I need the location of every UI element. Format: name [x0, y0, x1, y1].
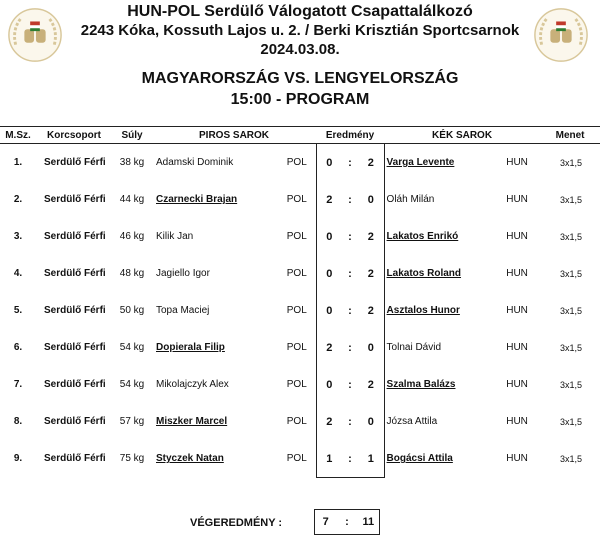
score-separator: : — [348, 341, 352, 354]
score-separator: : — [348, 193, 352, 206]
red-corner-nation: POL — [286, 342, 307, 353]
red-corner-name: Jagiello Igor — [156, 268, 210, 279]
blue-corner-name: Bogácsi Attila — [386, 453, 453, 465]
col-header-red: PIROS SAROK — [152, 127, 316, 144]
bout-row — [0, 144, 600, 182]
red-score: 1 — [316, 440, 342, 478]
red-corner-name: Styczek Natan — [156, 453, 224, 465]
blue-corner-nation: HUN — [506, 268, 528, 279]
red-score: 2 — [316, 181, 342, 218]
bout-category: Serdülő Férfi — [44, 416, 106, 427]
bout-weight: 48 kg — [119, 268, 145, 279]
score-separator: : — [348, 378, 352, 391]
bout-weight: 50 kg — [119, 305, 145, 316]
blue-score: 2 — [358, 218, 384, 255]
bout-category: Serdülő Férfi — [44, 157, 106, 168]
bout-row — [0, 292, 600, 329]
blue-corner-name: Asztalos Hunor — [386, 305, 460, 316]
header-row — [0, 127, 600, 144]
red-corner-nation: POL — [286, 268, 307, 279]
score-separator: : — [348, 304, 352, 317]
red-corner-nation: POL — [286, 194, 307, 205]
bout-number: 5. — [13, 305, 23, 316]
blue-corner-nation: HUN — [506, 416, 528, 427]
bout-category: Serdülő Férfi — [44, 231, 106, 242]
blue-corner-nation: HUN — [506, 379, 528, 390]
bout-row — [0, 403, 600, 440]
blue-corner-name: Lakatos Enrikó — [386, 231, 459, 242]
red-corner-nation: POL — [286, 157, 307, 168]
red-score: 0 — [316, 292, 342, 329]
red-score: 0 — [316, 255, 342, 292]
bout-number: 8. — [13, 416, 23, 427]
bout-row — [0, 218, 600, 255]
col-header-rounds: Menet — [540, 127, 600, 144]
red-corner-nation: POL — [286, 379, 307, 390]
red-score: 0 — [316, 218, 342, 255]
blue-score: 0 — [358, 181, 384, 218]
bout-rounds: 3x1,5 — [560, 268, 583, 279]
bout-rounds: 3x1,5 — [560, 379, 583, 390]
score-separator: : — [348, 267, 352, 280]
final-separator: : — [345, 516, 349, 528]
bout-category: Serdülő Férfi — [44, 342, 106, 353]
col-header-category: Korcsoport — [36, 127, 112, 144]
score-separator: : — [342, 440, 358, 478]
red-score: 2 — [316, 403, 342, 440]
bout-row — [0, 329, 600, 366]
blue-corner-name: Oláh Milán — [386, 194, 435, 205]
bout-category: Serdülő Férfi — [44, 305, 106, 316]
blue-score: 1 — [358, 440, 384, 478]
col-header-blue: KÉK SAROK — [384, 127, 540, 144]
bout-weight: 57 kg — [119, 416, 145, 427]
bout-category: Serdülő Férfi — [44, 194, 106, 205]
red-corner-nation: POL — [286, 416, 307, 427]
col-header-no: M.Sz. — [0, 127, 36, 144]
blue-corner-nation: HUN — [506, 231, 528, 242]
red-corner-name: Dopierala Filip — [156, 342, 225, 353]
blue-corner-name: Varga Levente — [386, 157, 455, 168]
red-corner-nation: POL — [286, 231, 307, 242]
blue-corner-nation: HUN — [506, 305, 528, 316]
red-corner-name: Adamski Dominik — [156, 157, 234, 168]
bout-category: Serdülő Férfi — [44, 268, 106, 279]
bout-number: 3. — [13, 231, 23, 242]
event-date: 2024.03.08. — [260, 41, 340, 58]
bout-number: 6. — [13, 342, 23, 353]
bout-number: 7. — [13, 379, 23, 390]
red-score: 2 — [316, 329, 342, 366]
red-corner-nation: POL — [286, 453, 307, 465]
bout-row — [0, 181, 600, 218]
bout-row — [0, 366, 600, 403]
bout-rounds: 3x1,5 — [560, 453, 583, 464]
bout-number: 2. — [13, 194, 23, 205]
match-title: MAGYARORSZÁG VS. LENGYELORSZÁG — [141, 70, 459, 87]
bout-rows — [0, 144, 600, 478]
bout-rounds: 3x1,5 — [560, 342, 583, 353]
bout-number: 9. — [13, 453, 23, 465]
col-header-result: Eredmény — [316, 127, 384, 144]
red-corner-name: Miszker Marcel — [156, 416, 228, 427]
bout-rounds: 3x1,5 — [560, 305, 583, 316]
score-separator: : — [348, 415, 352, 428]
score-separator: : — [348, 230, 352, 243]
bout-row — [0, 255, 600, 292]
bout-number: 1. — [13, 157, 23, 168]
red-corner-name: Kilik Jan — [156, 231, 194, 242]
blue-corner-nation: HUN — [506, 157, 528, 168]
bout-weight: 38 kg — [119, 157, 145, 168]
final-result-box — [314, 509, 380, 535]
blue-corner-name: Tolnai Dávid — [386, 342, 442, 353]
bout-row — [0, 440, 600, 478]
blue-score: 0 — [358, 329, 384, 366]
col-header-weight: Súly — [112, 127, 152, 144]
bout-rounds: 3x1,5 — [560, 416, 583, 427]
bout-weight: 44 kg — [119, 194, 145, 205]
blue-score: 2 — [358, 292, 384, 329]
blue-score: 2 — [358, 144, 384, 182]
bout-category: Serdülő Férfi — [44, 379, 106, 390]
red-score: 0 — [316, 366, 342, 403]
venue-address: 2243 Kóka, Kossuth Lajos u. 2. / Berki Krisztián Sportcsarnok — [80, 22, 520, 39]
bout-table — [0, 126, 600, 478]
blue-corner-name: Józsa Attila — [386, 416, 438, 427]
bout-weight: 54 kg — [119, 342, 145, 353]
final-result-label: VÉGEREDMÉNY : — [190, 517, 283, 529]
bout-category: Serdülő Férfi — [44, 453, 106, 465]
bout-rounds: 3x1,5 — [560, 231, 583, 242]
red-corner-name: Czarnecki Brajan — [156, 194, 238, 205]
final-blue-score: 11 — [362, 516, 375, 528]
blue-corner-name: Szalma Balázs — [386, 379, 456, 390]
blue-score: 2 — [358, 255, 384, 292]
blue-corner-nation: HUN — [506, 194, 528, 205]
score-separator: : — [342, 144, 358, 182]
program-time: 15:00 - PROGRAM — [230, 91, 370, 108]
blue-corner-name: Lakatos Roland — [386, 268, 462, 279]
blue-score: 2 — [358, 366, 384, 403]
red-corner-name: Topa Maciej — [156, 305, 210, 316]
bout-weight: 75 kg — [119, 453, 145, 465]
event-title: HUN-POL Serdülő Válogatott Csapattalálkozó — [127, 3, 473, 20]
red-corner-nation: POL — [286, 305, 307, 316]
final-red-score: 7 — [322, 516, 329, 528]
bout-weight: 54 kg — [119, 379, 145, 390]
red-score: 0 — [316, 144, 342, 182]
blue-corner-nation: HUN — [506, 453, 528, 465]
blue-corner-nation: HUN — [506, 342, 528, 353]
bout-rounds: 3x1,5 — [560, 194, 583, 205]
bout-weight: 46 kg — [119, 231, 145, 242]
bout-rounds: 3x1,5 — [560, 157, 583, 168]
bout-number: 4. — [13, 268, 23, 279]
red-corner-name: Mikolajczyk Alex — [156, 379, 229, 390]
blue-score: 0 — [358, 403, 384, 440]
